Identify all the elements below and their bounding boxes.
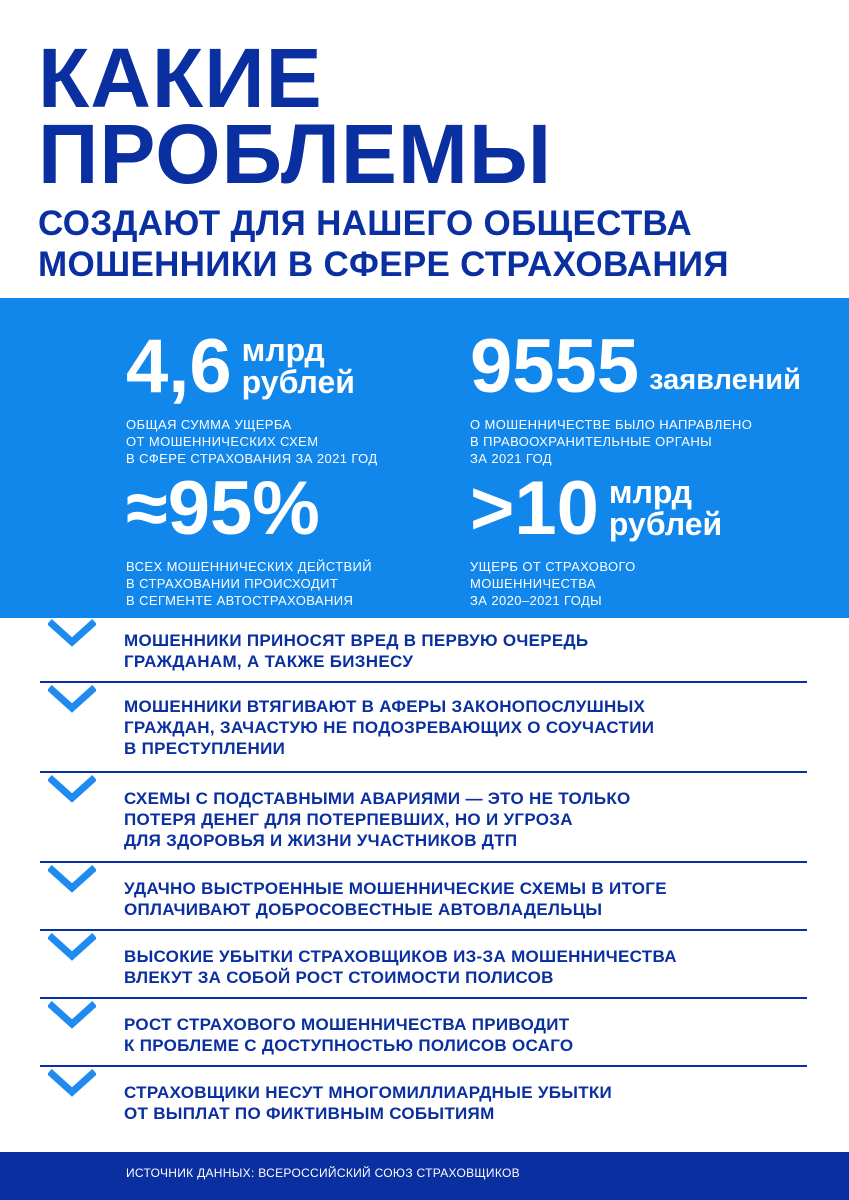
checkmark-icon [48,618,96,648]
list-item-text [124,1014,573,1056]
list-item-line: СТРАХОВЩИКИ НЕСУТ МНОГОМИЛЛИАРДНЫЕ УБЫТКИ [124,1083,613,1102]
list-item-line: МОШЕННИКИ ВТЯГИВАЮТ В АФЕРЫ ЗАКОНОПОСЛУШНЫХ [124,697,646,716]
stat-desc-line: В СЕГМЕНТЕ АВТОСТРАХОВАНИЯ [126,593,354,608]
stat-desc-line: ВСЕХ МОШЕННИЧЕСКИХ ДЕЙСТВИЙ [126,559,373,574]
divider [40,771,807,773]
stat-value: 4,6 [126,324,232,409]
stat-desc-line: В СФЕРЕ СТРАХОВАНИЯ ЗА 2021 ГОД [126,451,378,466]
stat-description [126,558,372,609]
subtitle-line-1: СОЗДАЮТ ДЛЯ НАШЕГО ОБЩЕСТВА [38,204,692,243]
checkmark-icon [48,932,96,962]
stat-value: 9555 [470,324,640,409]
stat-desc-line: МОШЕННИЧЕСТВА [470,576,596,591]
stat-desc-line: ЗА 2021 ГОД [470,451,553,466]
list-item-line: РОСТ СТРАХОВОГО МОШЕННИЧЕСТВА ПРИВОДИТ [124,1015,570,1034]
stat-damage-2020-2021 [470,466,723,609]
stat-desc-line: ЗА 2020–2021 ГОДЫ [470,593,603,608]
stat-total-damage-2021 [126,324,378,467]
list-item-line: В ПРЕСТУПЛЕНИИ [124,739,286,758]
stat-description [470,558,722,609]
stat-unit-line-2: рублей [608,506,723,542]
list-item-text [124,878,667,920]
divider [40,929,807,931]
stat-unit-line-1: млрд [608,474,692,510]
checkmark-icon [48,1000,96,1030]
list-item-line: УДАЧНО ВЫСТРОЕННЫЕ МОШЕННИЧЕСКИЕ СХЕМЫ В ИТОГЕ [124,879,667,898]
list-item-line: ОТ ВЫПЛАТ ПО ФИКТИВНЫМ СОБЫТИЯМ [124,1104,495,1123]
stat-desc-line: В ПРАВООХРАНИТЕЛЬНЫЕ ОРГАНЫ [470,434,713,449]
stat-unit-line-1: млрд [241,332,325,368]
stat-desc-line: ОБЩАЯ СУММА УЩЕРБА [126,417,292,432]
stat-unit-line-2: рублей [241,364,355,400]
list-item-text [124,946,677,988]
list-item-text [124,1082,612,1124]
list-item-text [124,696,654,759]
stat-desc-line: О МОШЕННИЧЕСТВЕ БЫЛО НАПРАВЛЕНО [470,417,753,432]
stat-description [126,416,378,467]
list-item-line: ВЫСОКИЕ УБЫТКИ СТРАХОВЩИКОВ ИЗ-ЗА МОШЕННИЧЕСТВА [124,947,677,966]
checkmark-icon [48,684,96,714]
stat-value: ≈95% [126,466,320,551]
stat-unit-line-1: заявлений [649,364,801,396]
list-item-text [124,630,588,672]
stats-band [0,298,849,618]
stat-description [470,416,801,467]
list-item-text [124,788,631,851]
stat-reports-count [470,324,801,467]
list-item-line: ОПЛАЧИВАЮТ ДОБРОСОВЕСТНЫЕ АВТОВЛАДЕЛЬЦЫ [124,900,603,919]
subtitle-line-2: МОШЕННИКИ В СФЕРЕ СТРАХОВАНИЯ [38,245,729,284]
checkmark-icon [48,774,96,804]
stat-desc-line: УЩЕРБ ОТ СТРАХОВОГО [470,559,636,574]
list-item-line: СХЕМЫ С ПОДСТАВНЫМИ АВАРИЯМИ — ЭТО НЕ ТОЛЬКО [124,789,631,808]
list-item-line: ГРАЖДАН, ЗАЧАСТУЮ НЕ ПОДОЗРЕВАЮЩИХ О СОУЧАСТИИ [124,718,655,737]
page-subtitle [38,203,729,285]
stat-unit [242,334,355,398]
divider [40,861,807,863]
checkmark-icon [48,1068,96,1098]
divider [40,681,807,683]
stat-desc-line: ОТ МОШЕННИЧЕСКИХ СХЕМ [126,434,319,449]
list-item-line: ГРАЖДАНАМ, А ТАКЖЕ БИЗНЕСУ [124,652,414,671]
stat-unit [609,476,722,540]
checkmark-icon [48,864,96,894]
list-item-line: МОШЕННИКИ ПРИНОСЯТ ВРЕД В ПЕРВУЮ ОЧЕРЕДЬ [124,631,589,650]
divider [40,1065,807,1067]
stat-desc-line: В СТРАХОВАНИИ ПРОИСХОДИТ [126,576,339,591]
list-item-line: К ПРОБЛЕМЕ С ДОСТУПНОСТЬЮ ПОЛИСОВ ОСАГО [124,1036,574,1055]
title-line-1: КАКИЕ [38,31,323,125]
stat-unit [649,364,801,396]
page-title [38,31,553,201]
divider [40,997,807,999]
stat-value: >10 [470,466,599,551]
list-item-line: ДЛЯ ЗДОРОВЬЯ И ЖИЗНИ УЧАСТНИКОВ ДТП [124,831,518,850]
footer-bar [0,1152,849,1200]
stat-auto-share [126,466,373,609]
list-item-line: ВЛЕКУТ ЗА СОБОЙ РОСТ СТОИМОСТИ ПОЛИСОВ [124,968,554,987]
list-item-line: ПОТЕРЯ ДЕНЕГ ДЛЯ ПОТЕРПЕВШИХ, НО И УГРОЗА [124,810,573,829]
data-source-note: ИСТОЧНИК ДАННЫХ: ВСЕРОССИЙСКИЙ СОЮЗ СТРАХОВЩИКОВ [126,1166,520,1180]
title-line-2: ПРОБЛЕМЫ [38,107,553,201]
